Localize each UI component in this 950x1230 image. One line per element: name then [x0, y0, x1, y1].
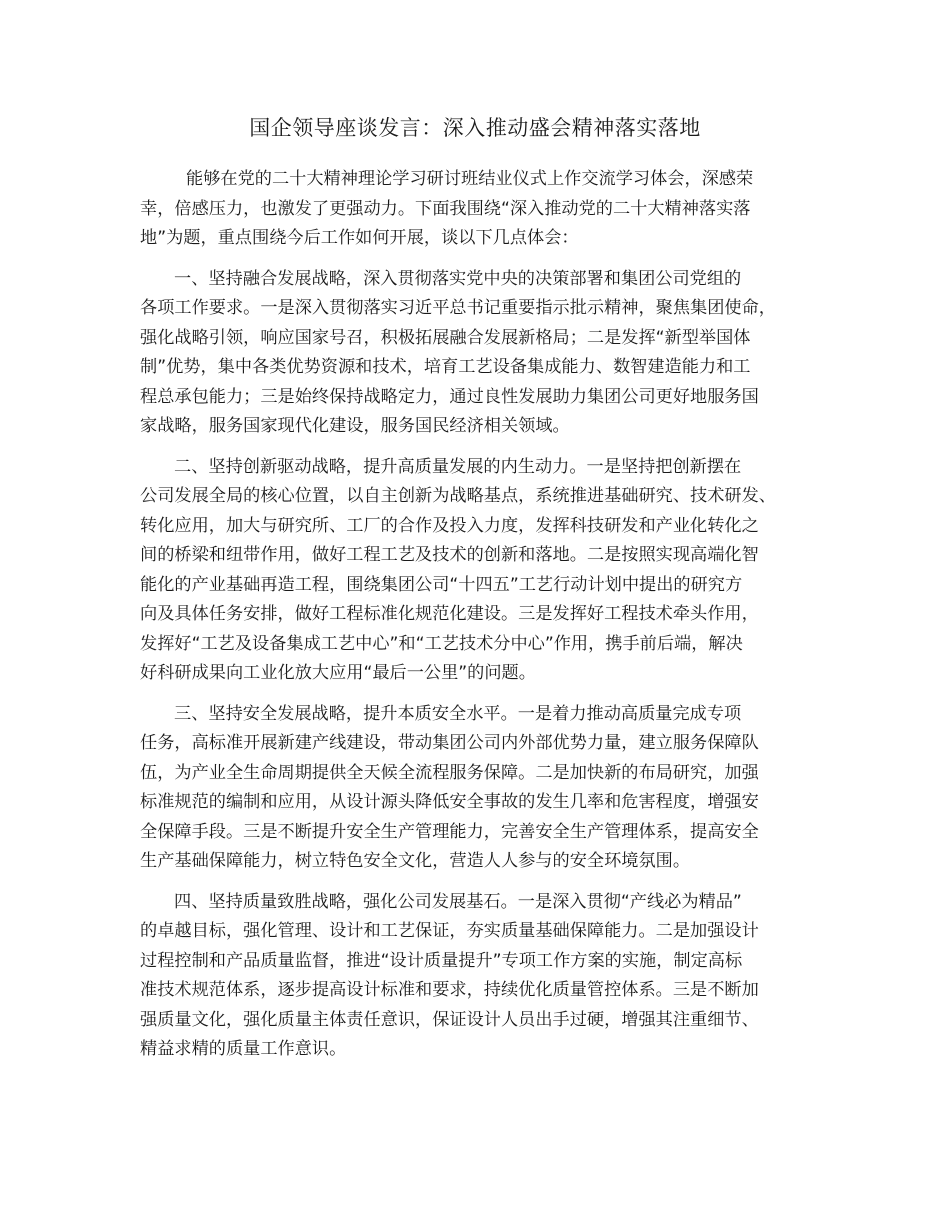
document-title: 国企领导座谈发言：深入推动盛会精神落实落地: [249, 116, 701, 140]
text-line: 间的桥梁和纽带作用，做好工程工艺及技术的创新和落地。二是按照实现高端化智: [140, 545, 759, 565]
text-line: 过程控制和产品质量监督，推进“设计质量提升”专项工作方案的实施，制定高标: [140, 950, 743, 971]
text-line: 发挥好“工艺及设备集成工艺中心”和“工艺技术分中心”作用，携手前后端，解决: [140, 633, 743, 654]
text-line: 三、坚持安全发展战略，提升本质安全水平。一是着力推动高质量完成专项: [174, 703, 742, 724]
text-line: 好科研成果向工业化放大应用“最后一公里”的问题。: [140, 663, 536, 683]
text-line: 制”优势，集中各类优势资源和技术，培育工艺设备集成能力、数智建造能力和工: [140, 357, 751, 377]
text-line: 的卓越目标，强化管理、设计和工艺保证，夯实质量基础保障能力。二是加强设计: [140, 921, 759, 941]
paragraph-section-2: [140, 453, 830, 689]
paragraph-section-4: [140, 888, 830, 1065]
text-line: 四、坚持质量致胜战略，强化公司发展基石。一是深入贯彻“产线必为精品”: [174, 891, 742, 912]
text-line: 强化战略引领，响应国家号召，积极拓展融合发展新格局；二是发挥“新型举国体: [140, 327, 751, 348]
text-line: 标准规范的编制和应用，从设计源头降低安全事故的发生几率和危害程度，增强安: [140, 792, 759, 812]
text-line: 家战略，服务国家现代化建设，服务国民经济相关领域。: [140, 416, 570, 436]
text-line: 程总承包能力；三是始终保持战略定力，通过良性发展助力集团公司更好地服务国: [140, 386, 759, 407]
text-line: 能化的产业基础再造工程，围绕集团公司“十四五”工艺行动计划中提出的研究方: [140, 574, 743, 595]
text-line: 强质量文化，强化质量主体责任意识，保证设计人员出手过硬，增强其注重细节、: [140, 1009, 759, 1030]
text-line: 全保障手段。三是不断提升安全生产管理能力，完善安全生产管理体系，提高安全: [140, 821, 759, 842]
paragraph-section-3: [140, 700, 830, 877]
text-line: 任务，高标准开展新建产线建设，带动集团公司内外部优势力量，建立服务保障队: [140, 733, 759, 753]
text-line: 各项工作要求。一是深入贯彻落实习近平总书记重要指示批示精神，聚焦集团使命，: [140, 298, 776, 318]
paragraph-section-1: [140, 265, 830, 442]
text-line: 幸，倍感压力，也激发了更强动力。下面我围绕“深入推动党的二十大精神落实落: [140, 198, 751, 219]
text-line: 公司发展全局的核心位置，以自主创新为战略基点，系统推进基础研究、技术研发、: [140, 486, 776, 506]
text-line: 向及具体任务安排，做好工程标准化规范化建设。三是发挥好工程技术牵头作用，: [140, 604, 759, 624]
text-line: 伍，为产业全生命周期提供全天候全流程服务保障。二是加快新的布局研究，加强: [140, 762, 759, 783]
paragraph-intro: [140, 165, 830, 254]
text-line: 精益求精的质量工作意识。: [140, 1039, 347, 1059]
text-line: 一、坚持融合发展战略，深入贯彻落实党中央的决策部署和集团公司党组的: [174, 268, 742, 289]
text-line: 生产基础保障能力，树立特色安全文化，营造人人参与的安全环境氛围。: [140, 851, 691, 871]
text-line: 转化应用，加大与研究所、工厂的合作及投入力度，发挥科技研发和产业化转化之: [140, 515, 759, 536]
text-line: 准技术规范体系，逐步提高设计标准和要求，持续优化质量管控体系。三是不断加: [140, 980, 759, 1000]
document-body: [140, 165, 830, 1076]
text-line: 能够在党的二十大精神理论学习研讨班结业仪式上作交流学习体会，深感荣: [186, 169, 754, 189]
text-line: 二、坚持创新驱动战略，提升高质量发展的内生动力。一是坚持把创新摆在: [174, 456, 742, 477]
text-line: 地”为题，重点围绕今后工作如何开展，谈以下几点体会：: [140, 228, 579, 248]
